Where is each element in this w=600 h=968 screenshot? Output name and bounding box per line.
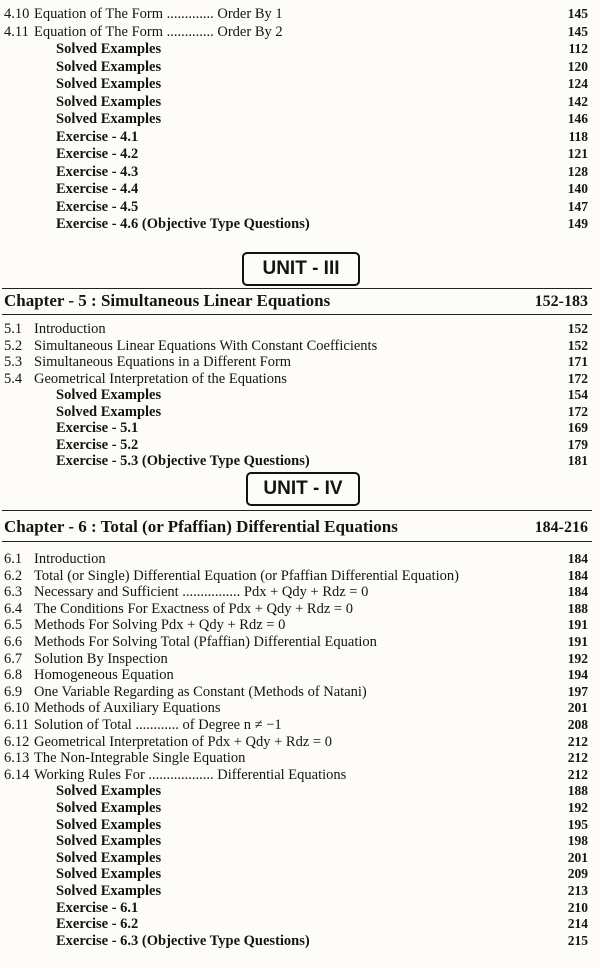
entry-title: Solved Examples — [56, 404, 162, 420]
entry-number: 6.11 — [4, 717, 29, 733]
entry-title: Solved Examples — [56, 77, 162, 92]
toc-entry — [4, 453, 588, 469]
entry-title: Exercise - 4.6 (Objective Type Questions) — [56, 217, 310, 232]
chapter-6-title: Chapter - 6 : Total (or Pfaffian) Differential Equations — [4, 518, 398, 536]
entry-page: 213 — [567, 883, 588, 898]
entry-title: Homogeneous Equation — [34, 668, 174, 684]
entry-title: Exercise - 6.1 — [56, 900, 139, 916]
entry-page: 147 — [567, 198, 588, 214]
entry-page: 154 — [567, 387, 588, 402]
entry-page: 172 — [567, 403, 588, 419]
entry-page: 152 — [567, 321, 588, 336]
entry-title: Methods of Auxiliary Equations — [34, 701, 221, 717]
entry-page: 208 — [567, 717, 588, 732]
entry-title: Total (or Single) Differential Equation (or Pfaffian Differential Equation) — [34, 568, 459, 584]
entry-title: Introduction — [34, 322, 106, 337]
entry-title: Exercise - 4.5 — [56, 199, 139, 215]
toc-entry — [4, 817, 588, 833]
entry-number: 5.2 — [4, 337, 23, 354]
entry-page: 209 — [567, 866, 588, 882]
entry-title: Exercise - 5.1 — [56, 421, 139, 436]
entry-title: Simultaneous Linear Equations With Constant Coefficients — [34, 338, 378, 354]
entry-page: 169 — [567, 420, 588, 435]
toc-entry — [4, 833, 588, 849]
toc-entry — [4, 76, 588, 92]
toc-entry — [4, 437, 588, 453]
entry-page: 140 — [567, 181, 588, 196]
toc-entry — [4, 866, 588, 882]
entry-page: 191 — [567, 634, 588, 649]
toc-entry — [4, 900, 588, 916]
toc-entry — [4, 321, 588, 337]
toc-entry — [4, 800, 588, 816]
entry-title: Working Rules For .................. Differential Equations — [34, 767, 347, 783]
toc-entry — [4, 111, 588, 127]
toc-entry — [4, 404, 588, 420]
entry-title: Exercise - 4.4 — [56, 182, 139, 197]
entry-page: 128 — [567, 163, 588, 179]
entry-number: 6.8 — [4, 667, 23, 684]
entry-page: 121 — [567, 146, 588, 161]
toc-entry — [4, 181, 588, 197]
entry-title: Exercise - 5.3 (Objective Type Questions) — [56, 454, 310, 469]
entry-page: 210 — [567, 899, 588, 915]
toc-entry — [4, 59, 588, 75]
toc-entry — [4, 883, 588, 899]
toc-entry — [4, 933, 588, 949]
entry-page: 145 — [567, 6, 588, 21]
entry-number: 6.4 — [4, 600, 23, 617]
entry-title: Geometrical Interpretation of Pdx + Qdy + Rdz = 0 — [34, 734, 332, 750]
toc-entry — [4, 700, 588, 716]
entry-title: Exercise - 4.3 — [56, 164, 139, 180]
entry-page: 112 — [568, 41, 588, 56]
divider — [2, 510, 592, 511]
entry-number: 6.3 — [4, 584, 23, 601]
toc-entry — [4, 717, 588, 733]
entry-number: 6.13 — [4, 750, 30, 767]
entry-page: 152 — [567, 337, 588, 353]
entry-number: 5.3 — [4, 354, 23, 370]
entry-page: 212 — [567, 750, 588, 766]
entry-title: The Conditions For Exactness of Pdx + Qdy + Rdz = 0 — [34, 601, 353, 617]
toc-entry — [4, 734, 588, 750]
entry-title: Solution By Inspection — [34, 651, 168, 667]
entry-title: Methods For Solving Pdx + Qdy + Rdz = 0 — [34, 618, 286, 634]
toc-entry — [4, 551, 588, 567]
entry-page: 214 — [567, 916, 588, 932]
entry-title: Exercise - 6.3 (Objective Type Questions) — [56, 933, 310, 949]
toc-entry — [4, 783, 588, 799]
toc-entry — [4, 568, 588, 584]
entry-page: 171 — [567, 354, 588, 369]
toc-entry — [4, 601, 588, 617]
entry-page: 179 — [567, 436, 588, 452]
entry-page: 195 — [567, 816, 588, 832]
entry-title: Methods For Solving Total (Pfaffian) Differential Equation — [34, 635, 377, 650]
toc-entry — [4, 216, 588, 232]
entry-page: 146 — [567, 111, 588, 126]
entry-title: Necessary and Sufficient ................ Pdx + Qdy + Rdz = 0 — [34, 585, 369, 601]
entry-title: One Variable Regarding as Constant (Methods of Natani) — [34, 684, 367, 700]
entry-title: Simultaneous Equations in a Different Form — [34, 355, 292, 370]
entry-title: Geometrical Interpretation of the Equations — [34, 371, 287, 387]
toc-entry — [4, 129, 588, 145]
toc-entry — [4, 199, 588, 215]
entry-number: 6.7 — [4, 650, 23, 667]
entry-page: 172 — [567, 370, 588, 386]
entry-title: Equation of The Form ............. Order By 1 — [34, 7, 283, 22]
toc-entry — [4, 387, 588, 403]
divider — [2, 541, 592, 542]
toc-entry — [4, 164, 588, 180]
entry-title: Solution of Total ............ of Degree n ≠ −1 — [34, 718, 282, 733]
entry-page: 120 — [567, 58, 588, 74]
entry-number: 6.2 — [4, 567, 23, 584]
entry-number: 6.12 — [4, 733, 30, 750]
chapter-6-heading — [4, 518, 588, 537]
chapter-5-heading — [4, 292, 588, 311]
entry-page: 118 — [568, 128, 588, 144]
entry-page: 142 — [567, 93, 588, 109]
entry-number: 6.10 — [4, 700, 30, 717]
entry-number: 6.14 — [4, 766, 30, 783]
toc-entry — [4, 584, 588, 600]
toc-entry — [4, 667, 588, 683]
toc-entry — [4, 420, 588, 436]
entry-title: Solved Examples — [56, 388, 162, 403]
entry-page: 184 — [567, 567, 588, 583]
toc-entry — [4, 94, 588, 110]
entry-page: 188 — [567, 783, 588, 799]
entry-title: Solved Examples — [56, 867, 162, 883]
entry-page: 192 — [567, 800, 588, 815]
entry-page: 191 — [567, 617, 588, 633]
entry-title: Solved Examples — [56, 59, 162, 75]
entry-title: Exercise - 6.2 — [56, 917, 139, 933]
entry-page: 212 — [567, 766, 588, 782]
entry-page: 124 — [567, 76, 588, 91]
entry-number: 4.10 — [4, 6, 30, 22]
entry-page: 192 — [567, 650, 588, 666]
toc-entry — [4, 684, 588, 700]
entry-number: 4.11 — [4, 23, 29, 40]
entry-page: 181 — [567, 453, 588, 468]
entry-title: Solved Examples — [56, 112, 162, 127]
toc-entry — [4, 338, 588, 354]
entry-page: 145 — [567, 23, 588, 39]
toc-entry — [4, 916, 588, 932]
chapter-6-pages: 184-216 — [534, 519, 588, 536]
toc-entry — [4, 617, 588, 633]
toc-entry — [4, 750, 588, 766]
entry-title: Solved Examples — [56, 784, 162, 800]
entry-title: Exercise - 5.2 — [56, 437, 139, 453]
entry-page: 198 — [567, 833, 588, 849]
entry-title: Solved Examples — [56, 834, 162, 850]
unit-4-heading: UNIT - IV — [246, 472, 360, 506]
entry-title: Solved Examples — [56, 801, 162, 816]
entry-number: 6.5 — [4, 617, 23, 634]
entry-number: 6.6 — [4, 634, 23, 650]
entry-title: Introduction — [34, 552, 106, 567]
entry-title: Solved Examples — [56, 94, 162, 110]
entry-title: Solved Examples — [56, 42, 162, 57]
entry-page: 184 — [567, 584, 588, 600]
entry-title: Solved Examples — [56, 817, 162, 833]
divider — [2, 314, 592, 315]
toc-entry — [4, 354, 588, 370]
toc-entry — [4, 41, 588, 57]
entry-number: 6.9 — [4, 683, 23, 700]
entry-number: 5.1 — [4, 321, 23, 337]
entry-page: 201 — [567, 700, 588, 716]
toc-entry — [4, 651, 588, 667]
entry-title: Solved Examples — [56, 884, 162, 899]
entry-page: 194 — [567, 667, 588, 683]
entry-number: 5.4 — [4, 370, 23, 387]
toc-entry — [4, 24, 588, 40]
toc-entry — [4, 767, 588, 783]
toc-entry — [4, 634, 588, 650]
entry-page: 197 — [567, 683, 588, 699]
entry-page: 212 — [567, 733, 588, 749]
entry-number: 6.1 — [4, 551, 23, 567]
entry-title: Equation of The Form ............. Order By 2 — [34, 24, 283, 40]
entry-title: Exercise - 4.2 — [56, 147, 139, 162]
entry-title: The Non-Integrable Single Equation — [34, 751, 246, 767]
entry-title: Solved Examples — [56, 850, 162, 866]
entry-page: 188 — [567, 600, 588, 616]
entry-page: 215 — [567, 932, 588, 948]
unit-3-heading: UNIT - III — [242, 252, 360, 286]
entry-page: 184 — [567, 551, 588, 566]
toc-entry — [4, 371, 588, 387]
toc-entry — [4, 146, 588, 162]
divider — [2, 288, 592, 289]
toc-entry — [4, 850, 588, 866]
chapter-5-title: Chapter - 5 : Simultaneous Linear Equations — [4, 292, 331, 310]
toc-entry — [4, 6, 588, 22]
chapter-5-pages: 152-183 — [534, 293, 588, 310]
entry-page: 201 — [567, 849, 588, 865]
entry-title: Exercise - 4.1 — [56, 129, 139, 145]
entry-page: 149 — [567, 216, 588, 231]
